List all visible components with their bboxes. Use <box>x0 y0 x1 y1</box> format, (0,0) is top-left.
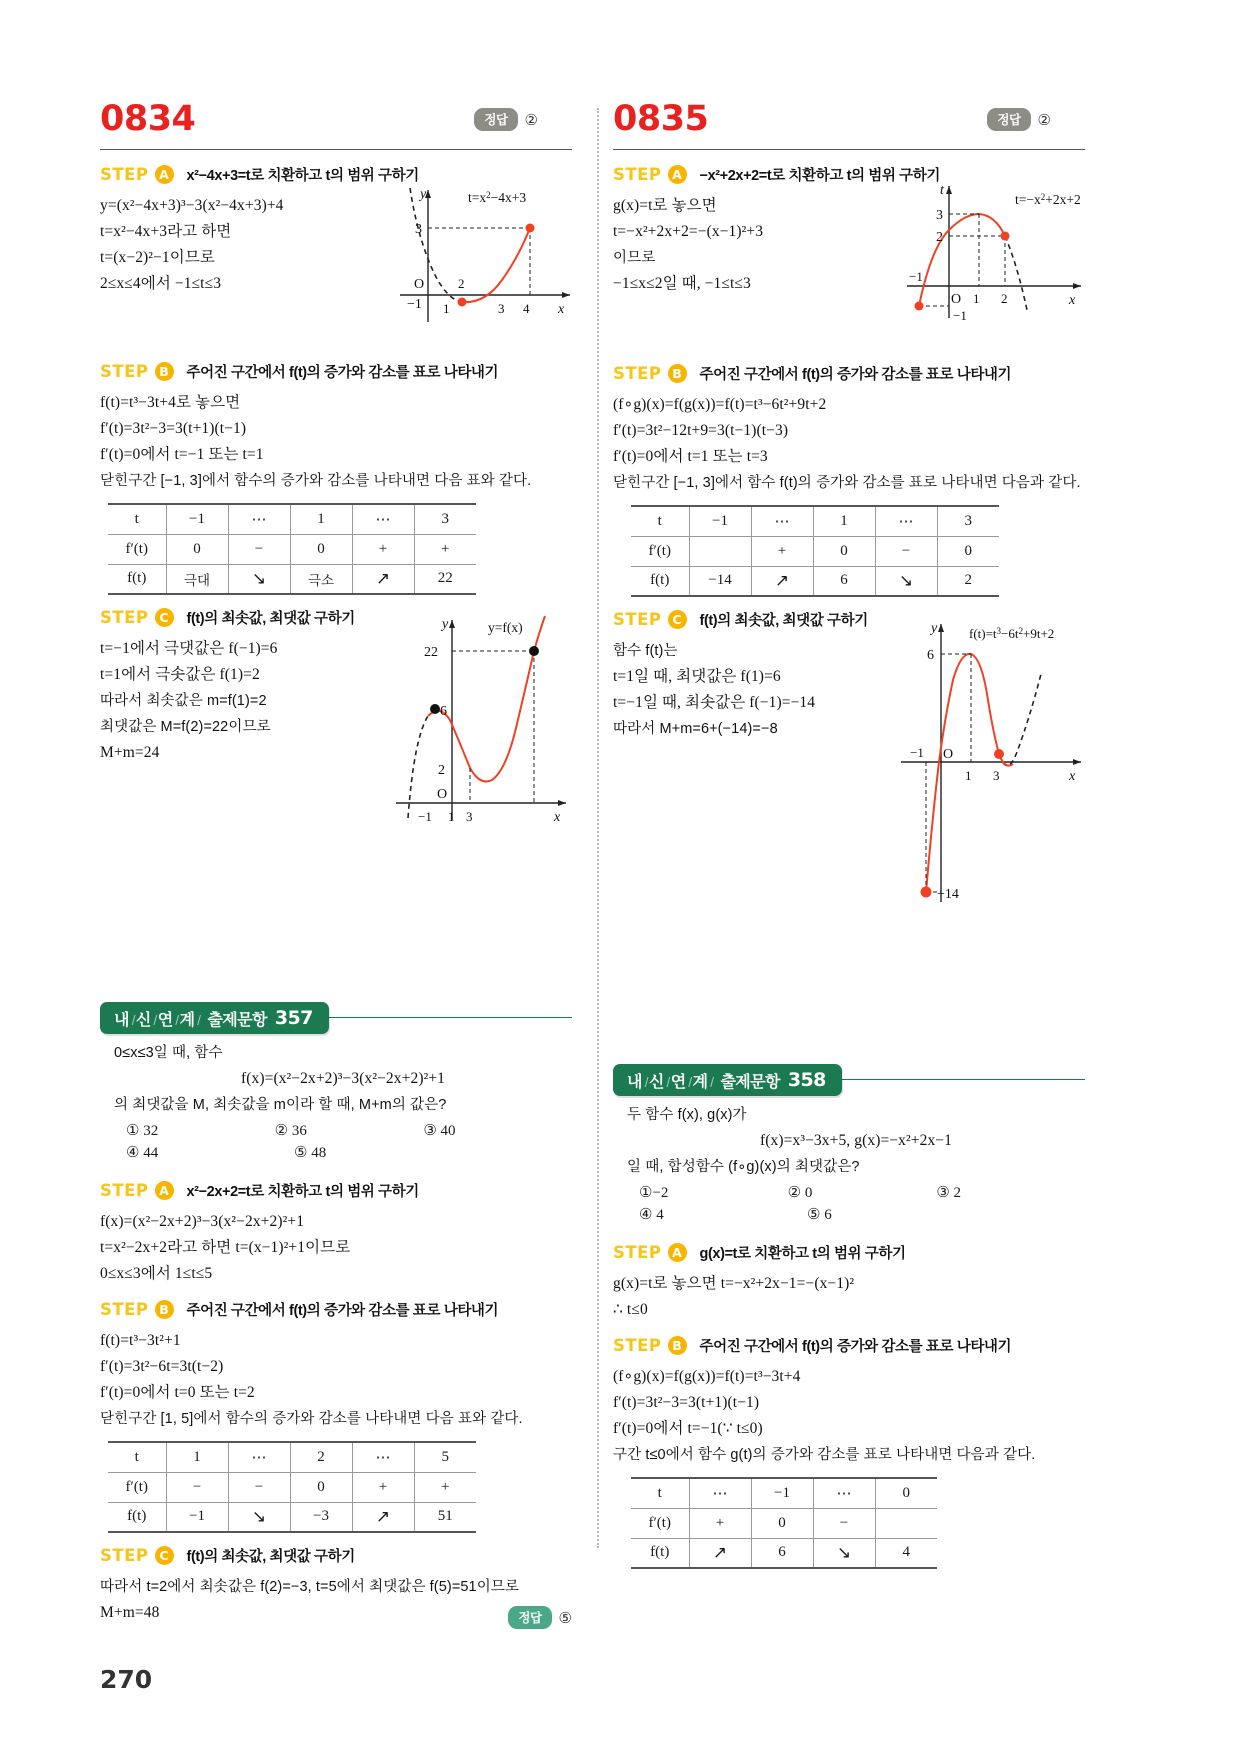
cell: 4 <box>875 1538 937 1568</box>
cell: ⋯ <box>813 1478 875 1508</box>
svg-text:3: 3 <box>936 208 943 223</box>
cell: ⋯ <box>689 1478 751 1508</box>
left-column <box>100 100 572 1629</box>
math-line: 닫힌구간 [−1, 3]에서 함수의 증가와 감소를 나타내면 다음 표와 같다. <box>100 473 532 489</box>
cell: 3 <box>414 504 476 534</box>
cell: −3 <box>290 1502 352 1532</box>
cell: ↘ <box>875 566 937 596</box>
step-b-body <box>100 390 572 494</box>
svg-text:3: 3 <box>993 768 1000 783</box>
answer-label: 정답 <box>508 1606 551 1629</box>
cell: − <box>166 1472 228 1502</box>
answer-label: 정답 <box>474 108 517 131</box>
cell: −1 <box>689 506 751 536</box>
math-line: f′(t)=3t²−12t+9=3(t−1)(t−3) <box>613 422 789 439</box>
banner-number: 357 <box>274 1007 313 1029</box>
math-line: t=−1에서 극댓값은 f(−1)=6 <box>100 640 278 657</box>
step-title: 주어진 구간에서 f(t)의 증가와 감소를 표로 나타내기 <box>186 365 499 381</box>
table-row <box>108 1472 476 1502</box>
figure-stepC-cubic <box>388 608 578 838</box>
question-ask: 일 때, 합성함수 (f∘g)(x)의 최댓값은? <box>627 1159 860 1175</box>
table-row <box>631 1538 937 1568</box>
svg-text:−1: −1 <box>909 269 923 284</box>
cell: + <box>352 534 414 564</box>
step-word: STEP <box>613 610 662 629</box>
cell: 2 <box>290 1442 352 1472</box>
step-word: STEP <box>613 1336 662 1355</box>
math-line: y=(x²−4x+3)³−3(x²−4x+3)+4 <box>100 197 284 214</box>
svg-text:1: 1 <box>973 291 980 306</box>
svg-text:x: x <box>1069 769 1076 784</box>
choice-5[interactable]: ⑤ 48 <box>294 1145 327 1161</box>
math-line: t=x²−4x+3라고 하면 <box>100 223 232 240</box>
cell: ⋯ <box>228 504 290 534</box>
math-line: f(t)=t³−3t²+1 <box>100 1332 181 1349</box>
sol-step-b-body <box>100 1328 572 1432</box>
cell <box>875 1508 937 1538</box>
right-column <box>613 100 1085 1573</box>
banner-char: 내 / <box>627 1074 649 1091</box>
math-line: 닫힌구간 [1, 5]에서 함수의 증가와 감소를 나타내면 다음 표와 같다. <box>100 1411 523 1427</box>
cell: −1 <box>751 1478 813 1508</box>
row-head: f(t) <box>108 564 166 594</box>
choice-row-1 <box>114 1121 572 1140</box>
sol-step-a-body <box>100 1209 572 1287</box>
cell: 2 <box>937 566 999 596</box>
math-line: f′(t)=3t²−6t=3t(t−2) <box>100 1358 224 1375</box>
banner-label: 출제문항 <box>720 1073 780 1091</box>
step-title: f(t)의 최솟값, 최댓값 구하기 <box>186 1549 355 1565</box>
cell: 6 <box>751 1538 813 1568</box>
cell: ↗ <box>751 566 813 596</box>
table-row <box>631 536 999 566</box>
banner-char: 신 / <box>136 1012 158 1029</box>
choice-3[interactable]: ③ 40 <box>423 1123 456 1139</box>
choice-2[interactable]: ② 0 <box>787 1185 813 1201</box>
svg-text:2: 2 <box>1001 291 1008 306</box>
cell: ↗ <box>352 564 414 594</box>
banner-pill <box>613 1064 842 1096</box>
table-row <box>631 1508 937 1538</box>
step-title: x²−4x+3=t로 치환하고 t의 범위 구하기 <box>186 168 419 184</box>
svg-text:y: y <box>420 187 427 202</box>
sol-step-a-body <box>613 1271 1085 1323</box>
cell: −1 <box>166 504 228 534</box>
banner-label: 출제문항 <box>207 1011 267 1029</box>
cell: 0 <box>937 536 999 566</box>
step-b-row <box>613 363 1085 384</box>
row-head: t <box>631 506 689 536</box>
choice-3[interactable]: ③ 2 <box>936 1185 962 1201</box>
math-line: 닫힌구간 [−1, 3]에서 함수 f(t)의 증가와 감소를 표로 나타내면 다음과 같다. <box>613 475 1081 491</box>
cell: + <box>352 1472 414 1502</box>
step-title: 주어진 구간에서 f(t)의 증가와 감소를 표로 나타내기 <box>186 1303 499 1319</box>
row-head: f′(t) <box>108 1472 166 1502</box>
choice-row-1 <box>627 1183 1085 1202</box>
math-line: f′(t)=0에서 t=−1(∵ t≤0) <box>613 1420 763 1437</box>
math-line: 함수 f(t)는 <box>613 643 678 659</box>
cell: 1 <box>290 504 352 534</box>
cell: 극대 <box>166 564 228 594</box>
choice-5[interactable]: ⑤ 6 <box>807 1207 832 1223</box>
svg-text:−1: −1 <box>953 308 967 323</box>
svg-text:x: x <box>554 810 561 825</box>
cell: −1 <box>166 1502 228 1532</box>
cell: 1 <box>813 506 875 536</box>
math-line: 따라서 t=2에서 최솟값은 f(2)=−3, t=5에서 최댓값은 f(5)=51이므로 <box>100 1579 520 1595</box>
question-formula: f(x)=x³−3x+5, g(x)=−x²+2x−1 <box>760 1132 952 1149</box>
svg-text:1: 1 <box>965 768 972 783</box>
cell: ↗ <box>689 1538 751 1568</box>
answer-value: ② <box>524 111 538 129</box>
question-ask: 의 최댓값을 M, 최솟값을 m이라 할 때, M+m의 값은? <box>114 1097 447 1113</box>
cell: 51 <box>414 1502 476 1532</box>
step-badge: A <box>668 1243 687 1262</box>
math-line: ∴ t≤0 <box>613 1301 648 1318</box>
figure-stepC-cubic <box>881 612 1096 917</box>
cell: 0 <box>813 536 875 566</box>
math-line: f′(t)=0에서 t=1 또는 t=3 <box>613 448 768 465</box>
cell: ↗ <box>352 1502 414 1532</box>
header-rule <box>100 149 572 150</box>
cell: − <box>813 1508 875 1538</box>
question-358 <box>613 1102 1085 1224</box>
svg-text:3: 3 <box>498 301 505 316</box>
svg-text:6: 6 <box>440 704 447 719</box>
table-row <box>108 1502 476 1532</box>
math-line: (f∘g)(x)=f(g(x))=f(t)=t³−6t²+9t+2 <box>613 396 827 413</box>
banner-char: 계 / <box>693 1074 715 1091</box>
svg-text:6: 6 <box>927 648 934 663</box>
table-row <box>631 566 999 596</box>
math-line: t=1에서 극솟값은 f(1)=2 <box>100 666 260 683</box>
row-head: t <box>631 1478 689 1508</box>
svg-text:x: x <box>1069 293 1076 308</box>
cell: − <box>228 534 290 564</box>
cell: 극소 <box>290 564 352 594</box>
step-word: STEP <box>613 1243 662 1262</box>
svg-text:1: 1 <box>448 809 455 824</box>
problem-header-0835 <box>613 100 1085 152</box>
cell: 5 <box>414 1442 476 1472</box>
table-row <box>631 1478 937 1508</box>
question-formula: f(x)=(x²−2x+2)³−3(x²−2x+2)²+1 <box>240 1070 446 1087</box>
cell: ↘ <box>228 564 290 594</box>
table-row <box>631 506 999 536</box>
math-line: 구간 t≤0에서 함수 g(t)의 증가와 감소를 표로 나타내면 다음과 같다. <box>613 1447 1036 1463</box>
banner-358 <box>613 1064 1085 1096</box>
variation-table-0835 <box>631 505 999 597</box>
step-badge: A <box>155 1181 174 1200</box>
cell: ⋯ <box>875 506 937 536</box>
math-line: 최댓값은 M=f(2)=22이므로 <box>100 719 271 735</box>
step-c-body <box>100 636 382 766</box>
sol-step-b-row <box>613 1335 1085 1356</box>
problem-header-0834 <box>100 100 572 152</box>
answer-value: ② <box>1037 111 1051 129</box>
cell: 0 <box>751 1508 813 1538</box>
cell: ⋯ <box>751 506 813 536</box>
math-line: −1≤x≤2일 때, −1≤t≤3 <box>613 275 751 292</box>
choice-row-2 <box>627 1205 1085 1224</box>
header-rule <box>613 149 1085 150</box>
math-line: f′(t)=3t²−3=3(t+1)(t−1) <box>100 420 247 437</box>
row-head: f′(t) <box>108 534 166 564</box>
answer-label: 정답 <box>987 108 1030 131</box>
banner-char: 계 / <box>180 1012 202 1029</box>
math-line: t=−1일 때, 최솟값은 f(−1)=−14 <box>613 694 816 711</box>
cell: − <box>875 536 937 566</box>
answer-badge <box>474 108 538 131</box>
step-word: STEP <box>100 165 149 184</box>
step-badge: B <box>668 364 687 383</box>
cell: + <box>414 1472 476 1502</box>
cell: 3 <box>937 506 999 536</box>
step-badge: A <box>668 165 687 184</box>
banner-number: 358 <box>787 1069 826 1091</box>
banner-char: 연 / <box>671 1074 693 1091</box>
banner-char: 신 / <box>649 1074 671 1091</box>
answer-badge-inline <box>100 1606 572 1629</box>
sol-step-c-body <box>100 1574 572 1629</box>
choice-4[interactable]: ④ 44 <box>126 1145 159 1161</box>
row-head: f′(t) <box>631 1508 689 1538</box>
step-title: 주어진 구간에서 f(t)의 증가와 감소를 표로 나타내기 <box>699 367 1012 383</box>
step-title: f(t)의 최솟값, 최댓값 구하기 <box>699 613 868 629</box>
svg-text:4: 4 <box>523 301 530 316</box>
step-title: −x²+2x+2=t로 치환하고 t의 범위 구하기 <box>699 168 940 184</box>
math-line: 이므로 <box>613 250 656 266</box>
figure-stepA-parabola <box>390 180 585 335</box>
svg-text:x: x <box>558 302 565 317</box>
choice-row-2 <box>114 1143 572 1162</box>
problem-number: 0835 <box>613 99 709 139</box>
cell: 0 <box>875 1478 937 1508</box>
step-word: STEP <box>100 1546 149 1565</box>
banner-char: 연 / <box>158 1012 180 1029</box>
row-head: f(t) <box>108 1502 166 1532</box>
math-line: 따라서 M+m=6+(−14)=−8 <box>613 721 778 737</box>
banner-357 <box>100 1002 572 1034</box>
math-line: M+m=48 <box>100 1604 160 1621</box>
step-badge: B <box>155 362 174 381</box>
step-c-body <box>613 638 895 742</box>
cell: ↘ <box>813 1538 875 1568</box>
svg-text:y=f(x): y=f(x) <box>488 620 523 635</box>
math-line: t=−x²+2x+2=−(x−1)²+3 <box>613 223 764 240</box>
step-badge: C <box>155 1546 174 1565</box>
cell: ⋯ <box>352 504 414 534</box>
sol-step-a-row <box>100 1180 572 1201</box>
svg-text:y: y <box>931 621 938 636</box>
step-b-body <box>613 392 1085 496</box>
table-row <box>108 564 476 594</box>
cell: 0 <box>290 1472 352 1502</box>
step-title: g(x)=t로 치환하고 t의 범위 구하기 <box>699 1246 906 1262</box>
choice-1[interactable]: ① 32 <box>126 1123 159 1139</box>
cell: ↘ <box>228 1502 290 1532</box>
svg-text:y: y <box>442 617 449 632</box>
row-head: f(t) <box>631 1538 689 1568</box>
math-line: f′(t)=0에서 t=−1 또는 t=1 <box>100 446 264 463</box>
variation-table-0834 <box>108 503 476 595</box>
question-intro: 두 함수 f(x), g(x)가 <box>627 1107 747 1123</box>
math-line: t=1일 때, 최댓값은 f(1)=6 <box>613 668 781 685</box>
svg-text:O: O <box>437 787 448 802</box>
step-badge: C <box>668 610 687 629</box>
cell: 0 <box>166 534 228 564</box>
question-357 <box>100 1040 572 1162</box>
svg-text:t=−x2+2x+2: $t=-x^2+2x+2$ <box>1015 192 1081 207</box>
step-a-body <box>613 193 895 297</box>
table-row <box>108 504 476 534</box>
svg-text:O: O <box>951 292 962 307</box>
step-badge: C <box>155 608 174 627</box>
banner-pill <box>100 1002 329 1034</box>
sol-step-c-row <box>100 1545 572 1566</box>
step-word: STEP <box>100 1181 149 1200</box>
column-divider <box>597 108 599 1548</box>
svg-text:1: 1 <box>443 301 450 316</box>
step-title: f(t)의 최솟값, 최댓값 구하기 <box>186 611 355 627</box>
svg-text:O: O <box>414 277 425 292</box>
math-line: g(x)=t로 놓으면 <box>613 197 717 214</box>
cell: − <box>228 1472 290 1502</box>
row-head: t <box>108 1442 166 1472</box>
row-head: f′(t) <box>631 536 689 566</box>
cell: 6 <box>813 566 875 596</box>
figure-stepA-parabola <box>901 178 1096 338</box>
choice-1[interactable]: ①−2 <box>639 1185 669 1201</box>
step-b-row <box>100 361 572 382</box>
svg-text:3: 3 <box>415 222 422 237</box>
step-a-body <box>100 193 382 297</box>
svg-text:f(t)=t3−6t2+9t+2: $f(t)=t^3-6t^2+9t+2$ <box>969 626 1055 641</box>
step-word: STEP <box>100 1300 149 1319</box>
choice-4[interactable]: ④ 4 <box>639 1207 664 1223</box>
step-title: x²−2x+2=t로 치환하고 t의 범위 구하기 <box>186 1184 419 1200</box>
math-line: g(x)=t로 놓으면 t=−x²+2x−1=−(x−1)² <box>613 1275 855 1292</box>
sol-step-b-body <box>613 1364 1085 1468</box>
svg-text:2: 2 <box>936 230 943 245</box>
cell: + <box>689 1508 751 1538</box>
svg-text:2: 2 <box>438 763 445 778</box>
math-line: (f∘g)(x)=f(g(x))=f(t)=t³−3t+4 <box>613 1368 801 1385</box>
step-word: STEP <box>613 364 662 383</box>
cell <box>689 536 751 566</box>
math-line: f(x)=(x²−2x+2)³−3(x²−2x+2)²+1 <box>100 1213 305 1230</box>
variation-table-357 <box>108 1441 476 1533</box>
svg-text:−1: −1 <box>407 297 422 312</box>
step-word: STEP <box>100 608 149 627</box>
svg-text:−1: −1 <box>910 745 924 760</box>
svg-text:2: 2 <box>458 276 465 291</box>
cell: + <box>414 534 476 564</box>
cell: + <box>751 536 813 566</box>
svg-text:t=x2−4x+3: $t=x^2-4x+3$ <box>468 190 527 205</box>
svg-text:−1: −1 <box>418 809 432 824</box>
banner-char: 내 / <box>114 1012 136 1029</box>
math-line: t=(x−2)²−1이므로 <box>100 249 215 266</box>
math-line: 2≤x≤4에서 −1≤t≤3 <box>100 275 222 292</box>
math-line: f′(t)=3t²−3=3(t+1)(t−1) <box>613 1394 760 1411</box>
row-head: t <box>108 504 166 534</box>
math-line: f′(t)=0에서 t=0 또는 t=2 <box>100 1384 255 1401</box>
step-badge: A <box>155 165 174 184</box>
svg-text:22: 22 <box>424 645 438 660</box>
cell: −14 <box>689 566 751 596</box>
table-row <box>108 1442 476 1472</box>
math-line: 0≤x≤3에서 1≤t≤5 <box>100 1265 213 1282</box>
cell: ⋯ <box>228 1442 290 1472</box>
step-title: 주어진 구간에서 f(t)의 증가와 감소를 표로 나타내기 <box>699 1339 1012 1355</box>
step-badge: B <box>155 1300 174 1319</box>
step-badge: B <box>668 1336 687 1355</box>
cell: 22 <box>414 564 476 594</box>
sol-step-a-row <box>613 1242 1085 1263</box>
question-intro: 0≤x≤3일 때, 함수 <box>114 1045 223 1061</box>
variation-table-358 <box>631 1477 937 1569</box>
table-row <box>108 534 476 564</box>
answer-badge <box>987 108 1051 131</box>
svg-text:−14: −14 <box>937 887 959 902</box>
row-head: f(t) <box>631 566 689 596</box>
choice-2[interactable]: ② 36 <box>274 1123 307 1139</box>
page-number: 270 <box>100 1665 153 1694</box>
math-line: M+m=24 <box>100 744 160 761</box>
step-word: STEP <box>613 165 662 184</box>
math-line: t=x²−2x+2라고 하면 t=(x−1)²+1이므로 <box>100 1239 351 1256</box>
sol-step-b-row <box>100 1299 572 1320</box>
svg-text:3: 3 <box>466 809 473 824</box>
step-word: STEP <box>100 362 149 381</box>
cell: ⋯ <box>352 1442 414 1472</box>
cell: 1 <box>166 1442 228 1472</box>
answer-value: ⑤ <box>558 1609 572 1627</box>
math-line: 따라서 최솟값은 m=f(1)=2 <box>100 693 267 709</box>
svg-text:O: O <box>943 747 954 762</box>
cell: 0 <box>290 534 352 564</box>
problem-number: 0834 <box>100 99 196 139</box>
math-line: f(t)=t³−3t+4로 놓으면 <box>100 394 241 411</box>
svg-text:t: t <box>940 183 944 198</box>
